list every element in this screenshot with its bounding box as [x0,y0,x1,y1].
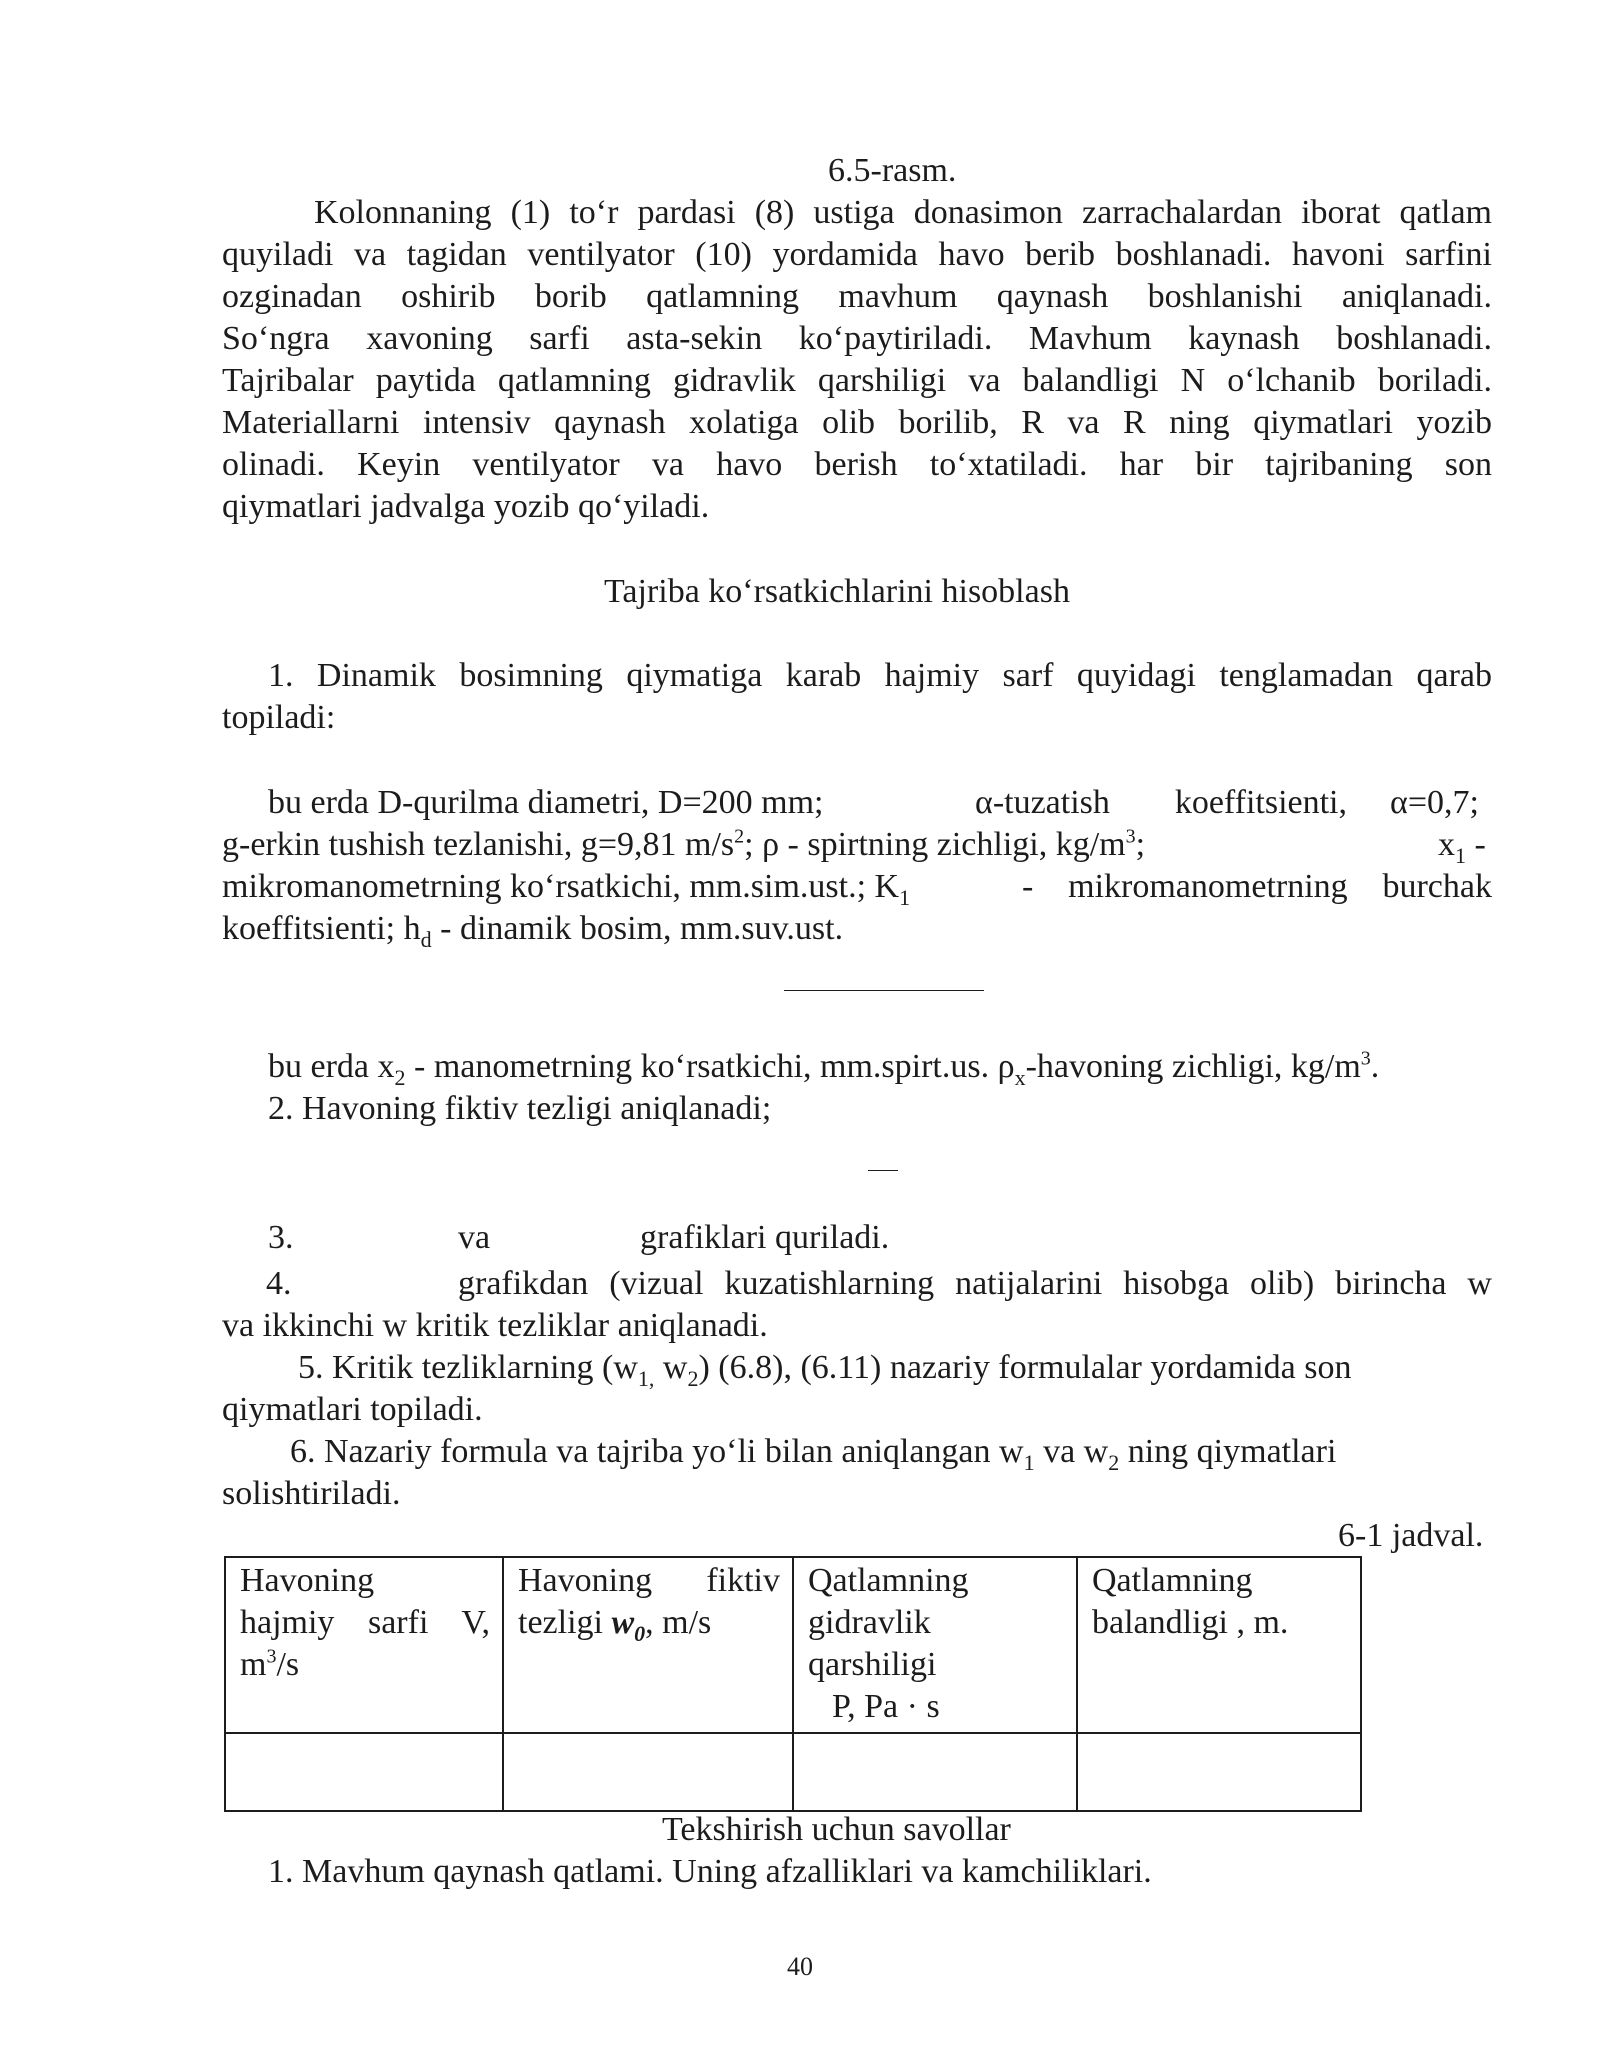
where-line: bu erda $x_2$ - manometrning ko‘rsatkichi, mm.spirt.us. $\rho_x$-havoning zichligi, $kg/m^3$. [268,1047,1380,1090]
where-line: g-erkin tushish tezlanishi, g=9,81 $m/s^2$; ρ - spirtning zichligi, $kg/m^3$; [222,825,1146,863]
step-5-line: 5. Kritik tezliklarning ($w_{1,}$ $w_2$) (6.8), (6.11) nazariy formulalar yordamida son [298,1349,1352,1391]
step-2: 2. Havoning fiktiv tezligi aniqlanadi; [268,1090,772,1127]
step-4-text: grafikdan (vizual kuzatishlarning natijalarini hisobga olib) birincha w [458,1265,1492,1302]
table-cell [1077,1733,1361,1811]
where-line: bu erda D-qurilma diametri, D=200 mm; [268,784,824,821]
paragraph-line: Materiallarni intensiv qaynash xolatiga olib borilib, R va R ning qiymatlari yozib [222,404,1492,441]
paragraph-line: ozginadan oshirib borib qatlamning mavhum qaynash boshlanishi aniqlanadi. [222,278,1492,315]
fraction-bar [868,1170,898,1171]
figure-caption: 6.5-rasm. [828,152,957,189]
step-3-word: va [458,1219,491,1256]
table-row [225,1733,1361,1811]
table-header-cell: Havoning hajmiy sarfi V, $m^3/s$ [225,1557,503,1733]
paragraph-line: So‘ngra xavoning sarfi asta-sekin ko‘paytiriladi. Mavhum kaynash boshlanadi. [222,320,1492,357]
table-header-cell: Havoning fiktiv tezligi $w_0$, m/s [503,1557,793,1733]
question-item: 1. Mavhum qaynash qatlami. Uning afzalliklari va kamchiliklari. [268,1853,1152,1890]
where-line: mikromanometrning ko‘rsatkichi, mm.sim.ust.; $K_1$ [222,868,911,910]
table-header-cell: Qatlamning gidravlik qarshiligi P, Pa · s [793,1557,1077,1733]
paragraph-line: olinadi. Keyin ventilyator va havo berish to‘xtatiladi. har bir tajribaning son [222,446,1492,483]
step-4-number: 4. [266,1265,292,1302]
step-1-line: 1. Dinamik bosimning qiymatiga karab hajmiy sarf quyidagi tenglamadan qarab [268,657,1492,694]
paragraph-line: qiymatlari jadvalga yozib qo‘yiladi. [222,488,710,525]
step-3-number: 3. [268,1219,294,1256]
step-5-line: qiymatlari topiladi. [222,1391,483,1428]
step-4-line: va ikkinchi w kritik tezliklar aniqlanadi. [222,1307,768,1344]
step-3-text: grafiklari quriladi. [640,1219,890,1256]
table-header-cell: Qatlamning balandligi , m. [1077,1557,1361,1733]
table-caption: 6-1 jadval. [1338,1517,1484,1554]
step-6-line: solishtiriladi. [222,1475,401,1512]
where-line: α-tuzatish koeffitsienti, [975,784,1347,821]
where-line: $x_1$ - [1438,826,1486,868]
where-line: α=0,7; [1390,784,1479,821]
questions-title: Tekshirish uchun savollar [662,1811,1011,1848]
paragraph-line: Tajribalar paytida qatlamning gidravlik qarshiligi va balandligi N o‘lchanib boriladi. [222,362,1492,399]
table-header-row [225,1557,1361,1733]
step-6-line: 6. Nazariy formula va tajriba yo‘li bilan aniqlangan $w_1$ va $w_2$ ning qiymatlari [290,1433,1337,1475]
where-line: - mikromanometrning burchak [1022,868,1492,905]
step-1-line: topiladi: [222,699,336,736]
section-title: Tajriba ko‘rsatkichlarini hisoblash [604,573,1070,610]
table-cell [503,1733,793,1811]
where-line: koeffitsienti; $h_d$ - dinamik bosim, mm.suv.ust. [222,910,844,952]
paragraph-line: quyiladi va tagidan ventilyator (10) yordamida havo berib boshlanadi. havoni sarfini [222,236,1492,273]
page-number: 40 [787,1952,813,1981]
table-cell [793,1733,1077,1811]
table-cell [225,1733,503,1811]
paragraph-line: Kolonnaning (1) to‘r pardasi (8) ustiga donasimon zarrachalardan iborat qatlam [314,194,1492,231]
fraction-bar [784,990,984,991]
results-table [224,1556,1362,1812]
